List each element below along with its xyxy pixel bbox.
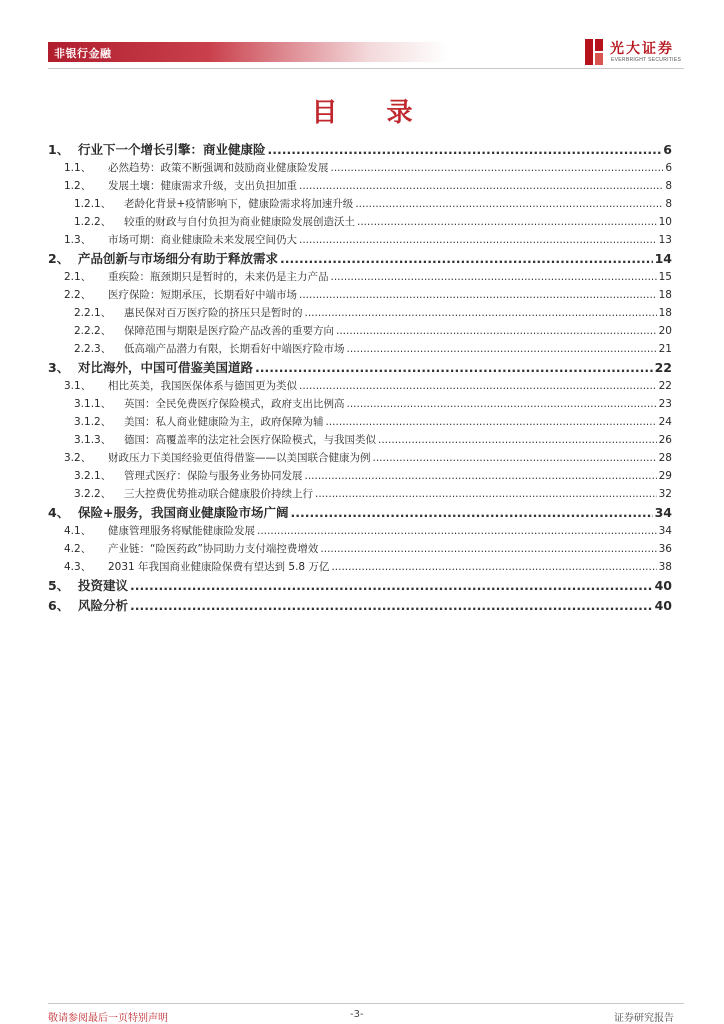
toc-title: 市场可期：商业健康险未来发展空间仍大 bbox=[108, 234, 297, 246]
toc-title: 健康管理服务将赋能健康险发展 bbox=[108, 525, 255, 537]
toc-number: 3.1.3、 bbox=[74, 434, 112, 446]
toc-entry[interactable] bbox=[64, 450, 672, 465]
toc-number: 1.3、 bbox=[64, 234, 92, 246]
toc-title: 相比英美，我国医保体系与德国更为类似 bbox=[108, 380, 297, 392]
toc-entry[interactable] bbox=[64, 160, 672, 175]
toc-number: 3.1.1、 bbox=[74, 398, 112, 410]
toc-page: 14 bbox=[654, 251, 672, 266]
company-logo bbox=[583, 36, 683, 70]
toc-title: 低高端产品潜力有限，长期看好中端医疗险市场 bbox=[124, 343, 345, 355]
toc-page: 29 bbox=[658, 470, 672, 482]
toc-page: 8 bbox=[665, 198, 672, 210]
toc-title: 财政压力下美国经验更值得借鉴——以美国联合健康为例 bbox=[108, 452, 371, 464]
toc-number: 1、 bbox=[48, 142, 70, 157]
toc-entry[interactable] bbox=[64, 232, 672, 247]
toc-page: 22 bbox=[658, 380, 672, 392]
toc-entry[interactable] bbox=[74, 432, 672, 447]
toc-number: 3、 bbox=[48, 360, 70, 375]
toc-title: 保险+服务，我国商业健康险市场广阔 bbox=[78, 505, 289, 520]
toc-page: 8 bbox=[665, 180, 672, 192]
toc-title: 保障范围与期限是医疗险产品改善的重要方向 bbox=[124, 325, 334, 337]
logo-english-name: EVERBRIGHT SECURITIES bbox=[611, 57, 682, 63]
toc-page: 13 bbox=[658, 234, 672, 246]
toc-title: 2031 年我国商业健康险保费有望达到 5.8 万亿 bbox=[108, 561, 330, 573]
toc-page: 20 bbox=[658, 325, 672, 337]
toc-number: 6、 bbox=[48, 598, 70, 613]
toc-entry[interactable] bbox=[74, 486, 672, 501]
page-title: 目 录 bbox=[311, 98, 433, 128]
toc-title: 必然趋势：政策不断强调和鼓励商业健康险发展 bbox=[108, 162, 329, 174]
logo-chinese-name: 光大证券 bbox=[610, 41, 674, 57]
toc-entry[interactable] bbox=[48, 596, 672, 614]
toc-entry[interactable] bbox=[74, 341, 672, 356]
toc-number: 1.2、 bbox=[64, 180, 92, 192]
toc-entry[interactable] bbox=[64, 287, 672, 302]
toc-number: 2.1、 bbox=[64, 271, 92, 283]
toc-page: 10 bbox=[658, 216, 672, 228]
toc-page: 18 bbox=[658, 289, 672, 301]
toc-page: 15 bbox=[658, 271, 672, 283]
toc-title: 医疗保险：短期承压，长期看好中端市场 bbox=[108, 289, 297, 301]
toc-title: 德国：高覆盖率的法定社会医疗保险模式，与我国类似 bbox=[124, 434, 376, 446]
toc-title: 英国：全民免费医疗保险模式，政府支出比例高 bbox=[124, 398, 345, 410]
toc-page: 36 bbox=[658, 543, 672, 555]
toc-entry[interactable] bbox=[64, 541, 672, 556]
toc-entry[interactable] bbox=[74, 396, 672, 411]
toc-entry[interactable] bbox=[48, 249, 672, 267]
header-divider bbox=[48, 68, 684, 69]
toc-number: 1.2.2、 bbox=[74, 216, 112, 228]
toc-number: 5、 bbox=[48, 578, 70, 593]
toc-entry[interactable] bbox=[64, 559, 672, 574]
toc-title: 风险分析 bbox=[78, 598, 129, 613]
toc-number: 3.2.2、 bbox=[74, 488, 112, 500]
toc-page: 23 bbox=[658, 398, 672, 410]
toc-title: 产业链：“险医药政”协同助力支付端控费增效 bbox=[108, 543, 319, 555]
toc-entry[interactable] bbox=[64, 178, 672, 193]
toc-entry[interactable] bbox=[74, 196, 672, 211]
toc-page: 34 bbox=[654, 505, 672, 520]
toc-entry[interactable] bbox=[48, 140, 672, 158]
toc-title: 行业下一个增长引擎：商业健康险 bbox=[78, 142, 266, 157]
toc-number: 4.1、 bbox=[64, 525, 92, 537]
toc-number: 2.2.1、 bbox=[74, 307, 112, 319]
toc-number: 1.1、 bbox=[64, 162, 92, 174]
header-section-label: 非银行金融 bbox=[54, 47, 112, 60]
toc-page: 18 bbox=[658, 307, 672, 319]
toc-page: 28 bbox=[658, 452, 672, 464]
toc-entry[interactable] bbox=[64, 523, 672, 538]
page-number: -3- bbox=[350, 1009, 364, 1020]
toc-entry[interactable] bbox=[64, 378, 672, 393]
toc-number: 1.2.1、 bbox=[74, 198, 112, 210]
toc-number: 4、 bbox=[48, 505, 70, 520]
toc-entry[interactable] bbox=[74, 323, 672, 338]
toc-title: 管理式医疗：保险与服务业务协同发展 bbox=[124, 470, 303, 482]
toc-page: 24 bbox=[658, 416, 672, 428]
everbright-logo-icon bbox=[583, 37, 605, 67]
toc-number: 4.3、 bbox=[64, 561, 92, 573]
toc-title: 发展土壤：健康需求升级，支出负担加重 bbox=[108, 180, 297, 192]
toc-title: 较重的财政与自付负担为商业健康险发展创造沃土 bbox=[124, 216, 355, 228]
toc-title: 重疾险：瓶颈期只是暂时的，未来仍是主力产品 bbox=[108, 271, 329, 283]
toc-number: 2.2、 bbox=[64, 289, 92, 301]
toc-title: 产品创新与市场细分有助于释放需求 bbox=[78, 251, 279, 266]
toc-entry[interactable] bbox=[48, 503, 672, 521]
toc-page: 26 bbox=[658, 434, 672, 446]
toc-title: 三大控费优势推动联合健康股价持续上行 bbox=[124, 488, 313, 500]
toc-entry[interactable] bbox=[74, 305, 672, 320]
toc-page: 6 bbox=[665, 162, 672, 174]
footer-divider bbox=[48, 1003, 684, 1004]
toc-title: 对比海外，中国可借鉴美国道路 bbox=[78, 360, 254, 375]
toc-entry[interactable] bbox=[74, 468, 672, 483]
toc-entry[interactable] bbox=[74, 414, 672, 429]
toc-number: 2、 bbox=[48, 251, 70, 266]
toc-entry[interactable] bbox=[64, 269, 672, 284]
toc-number: 2.2.2、 bbox=[74, 325, 112, 337]
toc-number: 3.2、 bbox=[64, 452, 92, 464]
toc-page: 6 bbox=[663, 142, 672, 157]
toc-title: 美国：私人商业健康险为主，政府保障为辅 bbox=[124, 416, 324, 428]
toc-number: 4.2、 bbox=[64, 543, 92, 555]
toc-page: 38 bbox=[658, 561, 672, 573]
toc-page: 32 bbox=[658, 488, 672, 500]
toc-number: 3.2.1、 bbox=[74, 470, 112, 482]
toc-entry[interactable] bbox=[48, 358, 672, 376]
toc-entry[interactable] bbox=[48, 576, 672, 594]
toc-title: 投资建议 bbox=[78, 578, 129, 593]
toc-entry[interactable] bbox=[74, 214, 672, 229]
toc-number: 2.2.3、 bbox=[74, 343, 112, 355]
toc-page: 34 bbox=[658, 525, 672, 537]
toc-page: 21 bbox=[658, 343, 672, 355]
toc-number: 3.1.2、 bbox=[74, 416, 112, 428]
toc-number: 3.1、 bbox=[64, 380, 92, 392]
toc-title: 老龄化背景+疫情影响下，健康险需求将加速升级 bbox=[124, 198, 354, 210]
footer-report-type: 证券研究报告 bbox=[614, 1013, 674, 1024]
toc-page: 40 bbox=[654, 578, 672, 593]
toc-title: 惠民保对百万医疗险的挤压只是暂时的 bbox=[124, 307, 303, 319]
footer-disclaimer: 敬请参阅最后一页特别声明 bbox=[48, 1013, 168, 1024]
toc-page: 22 bbox=[654, 360, 672, 375]
toc-page: 40 bbox=[654, 598, 672, 613]
